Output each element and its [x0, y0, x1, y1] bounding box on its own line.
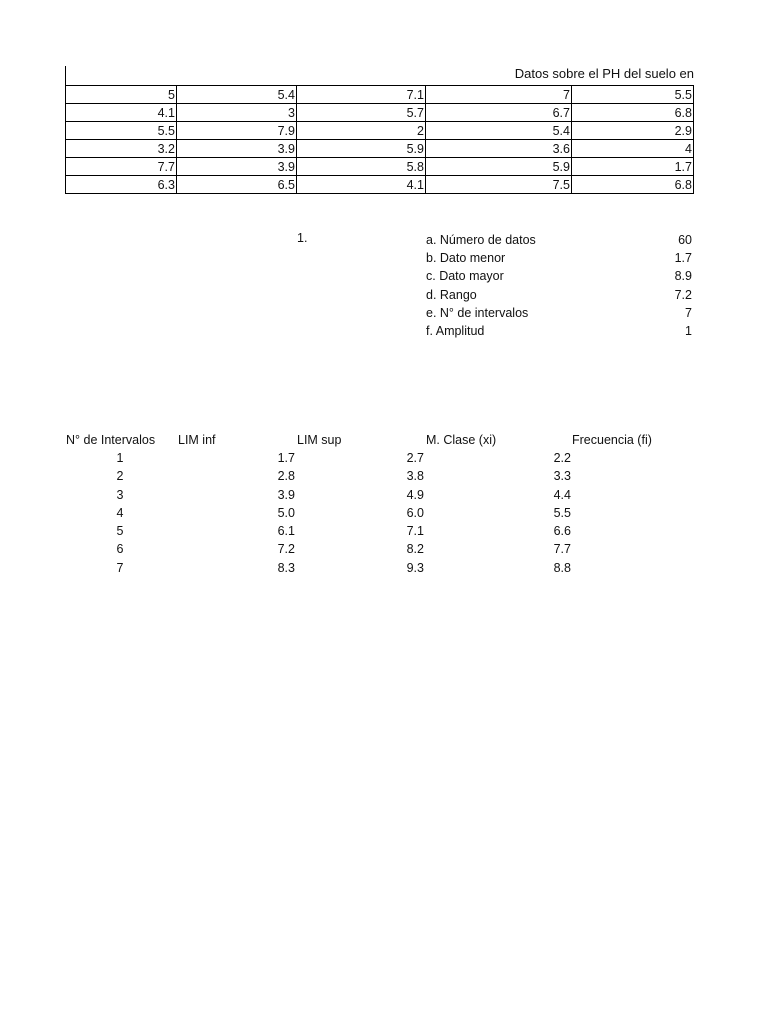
- class-mark-value[interactable]: 4.4: [553, 487, 571, 502]
- data-cell[interactable]: 6.3: [66, 176, 177, 194]
- title-cell-border: [65, 66, 66, 85]
- data-cell[interactable]: 5.7: [297, 104, 426, 122]
- data-cell[interactable]: 5.9: [426, 158, 572, 176]
- class-mark-value[interactable]: 7.7: [553, 542, 571, 557]
- data-cell[interactable]: 3: [177, 104, 297, 122]
- data-cell[interactable]: 5: [66, 86, 177, 104]
- summary-value[interactable]: 60: [678, 233, 692, 247]
- table-row: [66, 122, 694, 140]
- lim-sup-value[interactable]: 9.3: [406, 560, 424, 575]
- lim-inf-value[interactable]: 5.0: [277, 505, 295, 520]
- data-cell[interactable]: 7.1: [297, 86, 426, 104]
- summary-value[interactable]: 8.9: [674, 269, 692, 284]
- sheet-title: Datos sobre el PH del suelo en: [514, 66, 694, 81]
- interval-index[interactable]: 1: [116, 451, 124, 465]
- interval-index[interactable]: 5: [116, 524, 124, 539]
- lim-sup-value[interactable]: 4.9: [406, 487, 424, 502]
- lim-inf-value[interactable]: 3.9: [277, 487, 295, 502]
- data-cell[interactable]: 5.4: [426, 122, 572, 140]
- data-cell[interactable]: 5.5: [572, 86, 694, 104]
- class-mark-value[interactable]: 3.3: [553, 469, 571, 484]
- data-cell[interactable]: 6.7: [426, 104, 572, 122]
- table-row: [66, 158, 694, 176]
- summary-row: [426, 249, 692, 267]
- summary-row: [426, 304, 692, 322]
- data-cell[interactable]: 5.8: [297, 158, 426, 176]
- interval-index[interactable]: 7: [116, 560, 124, 575]
- summary-label: e. N° de intervalos: [426, 305, 529, 320]
- summary-label: c. Dato mayor: [426, 269, 504, 284]
- data-cell[interactable]: 5.5: [66, 122, 177, 140]
- lim-sup-value[interactable]: 6.0: [406, 505, 424, 520]
- lim-inf-value[interactable]: 8.3: [277, 560, 295, 575]
- table-row: [66, 86, 694, 104]
- data-cell[interactable]: 5.4: [177, 86, 297, 104]
- class-mark-value[interactable]: 6.6: [553, 524, 571, 539]
- summary-label: f. Amplitud: [426, 323, 485, 338]
- summary-value[interactable]: 7: [685, 305, 692, 320]
- summary-row: [426, 322, 692, 340]
- ph-data-table: [65, 85, 694, 194]
- summary-label: d. Rango: [426, 287, 477, 302]
- data-cell[interactable]: 3.2: [66, 140, 177, 158]
- data-cell[interactable]: 3.6: [426, 140, 572, 158]
- data-cell[interactable]: 3.9: [177, 158, 297, 176]
- data-cell[interactable]: 6.8: [572, 176, 694, 194]
- interval-index[interactable]: 2: [116, 469, 124, 484]
- data-cell[interactable]: 4: [572, 140, 694, 158]
- header-lim-sup: LIM sup: [297, 433, 342, 447]
- class-mark-value[interactable]: 5.5: [553, 505, 571, 520]
- summary-label: b. Dato menor: [426, 251, 506, 266]
- header-intervals: N° de Intervalos: [66, 433, 156, 447]
- exercise-number: 1.: [297, 231, 308, 245]
- summary-value[interactable]: 1: [685, 323, 692, 338]
- data-cell[interactable]: 4.1: [66, 104, 177, 122]
- data-cell[interactable]: 5.9: [297, 140, 426, 158]
- summary-row: [426, 286, 692, 304]
- data-cell[interactable]: 3.9: [177, 140, 297, 158]
- lim-inf-value[interactable]: 1.7: [277, 451, 295, 465]
- class-mark-value[interactable]: 8.8: [553, 560, 571, 575]
- data-cell[interactable]: 1.7: [572, 158, 694, 176]
- data-cell[interactable]: 6.8: [572, 104, 694, 122]
- header-class-mark: M. Clase (xi): [426, 433, 497, 447]
- summary-row: [426, 267, 692, 285]
- data-cell[interactable]: 2.9: [572, 122, 694, 140]
- data-cell[interactable]: 6.5: [177, 176, 297, 194]
- data-cell[interactable]: 7.9: [177, 122, 297, 140]
- summary-label: a. Número de datos: [426, 233, 536, 247]
- summary-list: [426, 231, 692, 340]
- summary-row: [426, 231, 692, 249]
- data-cell[interactable]: 7.5: [426, 176, 572, 194]
- table-row: [66, 176, 694, 194]
- lim-inf-value[interactable]: 6.1: [277, 524, 295, 539]
- header-lim-inf: LIM inf: [178, 433, 216, 447]
- lim-inf-value[interactable]: 7.2: [277, 542, 295, 557]
- lim-sup-value[interactable]: 8.2: [406, 542, 424, 557]
- class-mark-value[interactable]: 2.2: [553, 451, 571, 465]
- lim-sup-value[interactable]: 3.8: [406, 469, 424, 484]
- data-cell[interactable]: 7.7: [66, 158, 177, 176]
- header-frequency: Frecuencia (fi): [572, 433, 652, 447]
- summary-value[interactable]: 1.7: [674, 251, 692, 266]
- interval-index[interactable]: 3: [116, 487, 124, 502]
- data-cell[interactable]: 2: [297, 122, 426, 140]
- table-row: [66, 140, 694, 158]
- lim-sup-value[interactable]: 2.7: [406, 451, 424, 465]
- summary-value[interactable]: 7.2: [674, 287, 692, 302]
- lim-inf-value[interactable]: 2.8: [277, 469, 295, 484]
- data-cell[interactable]: 7: [426, 86, 572, 104]
- interval-index[interactable]: 4: [116, 505, 124, 520]
- data-cell[interactable]: 4.1: [297, 176, 426, 194]
- table-row: [66, 104, 694, 122]
- lim-sup-value[interactable]: 7.1: [406, 524, 424, 539]
- interval-index[interactable]: 6: [116, 542, 124, 557]
